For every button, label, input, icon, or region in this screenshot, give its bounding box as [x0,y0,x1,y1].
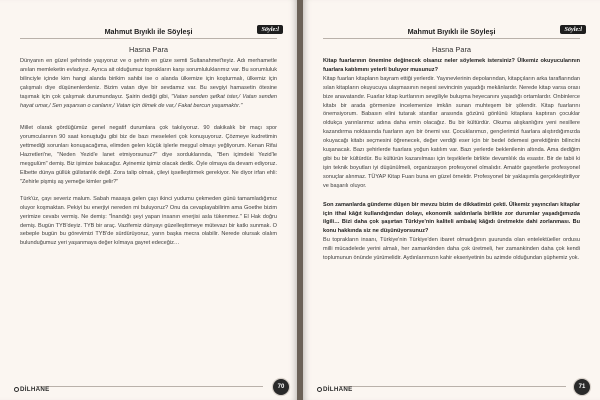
page-header: Mahmut Bıyıklı ile Söyleşi [407,27,496,36]
logo-mark-icon [317,387,322,392]
footer-rule [36,386,263,387]
header-rule [20,38,277,39]
paragraph: Türk'üz, çayı severiz malum. Sabah masaya gelen çayı ikinci yudumu çekmeden günü tamamladığımız oluyor koşmaktan. Pekiyi bu enerjiyi nereden mi buluyoruz? Onu da cevaplayabilirim ama Goethe bizim yerimize cevabı vermiş. Ne demiş: "İnandığı şeyi yapan insanın enerjisi asla tükenmez." El Hak doğru demiş. Bugün TYB'deyiz. TYB bir araç. Vazifemiz dünyayı güzelleştirmeye mütevazı bir katkı sunmak. O sebeple bugün bu görevimizi TYB'de sürdürüyoruz, yarın başka mecra olabilir. Nerede olursak olalım bulunduğumuz yeri yaşanmaya değer kılmaya gayret edeceğiz… [20,195,277,247]
poem-quote: "Vatan senden şefkat ister,/ Vatan senden hayat umar,/ Sen yaşarsan o canlanır,/ Vatan için ölmek de var,/ Fakat bercun yaşamaktır." [20,93,277,109]
left-page [0,0,297,400]
interview-answer: Bu toprakların insanı, Türkiye'nin Türkiye'den ibaret olmadığının şuurunda olan entelektüeller ordusu milli mücadelede yerini almalı, her zamankinden daha çok üretmeli, her zamankinden daha çok kendi toplumunun önünde yürümelidir. Aydınlarımızın kahir ekseriyetinin bu azimde olduğundan şüphemiz yok. [323,237,580,262]
author-name: Hasna Para [431,45,472,54]
article-body [323,57,580,271]
footer-rule [339,386,566,387]
paragraph: Millet olarak gördüğümüz genel negatif durumlara çok takılıyoruz. 90 dakikalık bir maçı spor yorumcularının 90 saat konuştuğu gibi biz de bazı meseleleri çok konuşuyoruz. Çözmeye kudretimin yettmediği sorunları konuşacağıma, elimden gelen küçük işlerle meşgul olmayı yeğliyorum. Kenan Rifai Hazretleri'ne, "Neden Yezid'e lanet etmiyorsunuz?" diye sorduklarında, "Ben içimdeki Yezid'le meşgulüm" demiş. Biz işimize bakacağız. Ayinemiz işimiz olacak dedik. Öyle olmaya da devam ediyoruz. Elbette dünya güllük gülistanlık değil. Zora talip olmak, çileyi işselleştirmek gerekiyor. Ne diyor irfan ehli: "Zehirle pişmiş aş yemeğe kimler gelir?" [20,125,277,185]
section-tag: Söyle:l [560,25,586,34]
page-header: Mahmut Bıyıklı ile Söyleşi [104,27,193,36]
section-tag: Söyle:l [257,25,283,34]
article-body [20,57,277,256]
paragraph [20,57,277,110]
interview-question: Kitap fuarlarının önemine değinecek olsanız neler söylemek istersiniz? Ülkemiz okuyucularının fuarlara katılımını yeterli buluyor musunuz? [323,58,580,73]
dilhane-logo: DİLHANE [14,386,50,393]
author-name: Hasna Para [128,45,169,54]
interview-question: Son zamanlarda gündeme düşen bir mevzu bizim de dikkatimizi çekti. Ülkemiz yayıncıları kitaplar için ithal kâğıt kullandığından dolayı, ekonomik saldırılarla birlikte zor durumlar yaşadığımızda ilgili… Bizi daha çok şaşırtan Türkiye'nin kaliteli ambalaj kâğıdı üretmekte dahi zorlanması. Bu konu hakkında siz ne düşünüyorsunuz? [323,201,580,235]
dilhane-logo: DİLHANE [317,386,353,393]
logo-mark-icon [14,387,19,392]
header-rule [323,38,580,39]
page-number: 70 [273,379,289,395]
page-number: 71 [574,379,590,395]
paragraph-text: Dünyanın en güzel şehrinde yaşıyoruz ve o şehrin en güze semti Sultanahmet'teyiz. Adı merhametle anılan memleketin evladıyız. Ayrıca ait olduğumuz toprakların karşı sorumluluklarımız var. Bu sorumluluk bilinciyle içinde kim hangi alanda birikim sahibi ise o alanda ülkemize için koşturmalı, ülkemiz için çalışmalı diye düşünenlerdeniz. Bizim vatan diye bir sevdamız var. Bu sevgiyi hamasetin ötesine taşımak için çok çalışmak durumundayız. Şairin dediği gibi, [20,58,277,100]
right-page [303,0,600,400]
interview-answer: Kitap fuarları kitapların bayram ettiği yerlerdir. Yayınevlerinin depolarından, kitapçıların arka taraflarından sılan kitapların okuyucuya ulaşmasının neşesi sevincinin yaşadığı mekânlardır. Nerede kitap varsa orası bize anavatandır. Fuarlar kitap kurtlarının sevgiliyle buluşma heyecanını yaşadığı ortamlardır. Onbinlerce kitabı bir arada görmenize incelemenize imkân sunan muhteşem bir şölendir. Kitap fuarlarını önemsiyorum. Babasın elini tutarak stantlar arasında gözünü gönlünü kitaplara kaptıran çocuklar oldukça yarınlarımız adına daha emin olacağız. Bu bir kültürdür. Okuma alışkanlığını yeni nesillere kazandırma noktasında fuarların ayrı bir önemi var. Çocuklarımızı, gençlerimizi fuarlara alıştırdığımızda okuyacağı kitabı seçmesini öğrenecek, değer verdiği eser için bir bedel ödemesi gerektiğinin bilincini kuşanacak. Bazı şehirlerde fuarlara yoğun katılım var. Bazı yerlerde beklenilenin altında. Ama dediğim gibi bu bir kültürdür. Bu kültürün kazanılması için teşviklerle birlikte devamlılık da esastır. Bir de tabii ki işin teknik boyutları iyi düşünülmeli, organizasyon profesyonel olmalıdır. Amatör gayretlerle profesyonel sonuçlar alınmaz. TÜYAP Kitap Fuarı buna en güzel örnektir. Profesyonel bir yaklaşımla gerçekleştiriliyor ve başarılı oluyor. [323,75,580,189]
